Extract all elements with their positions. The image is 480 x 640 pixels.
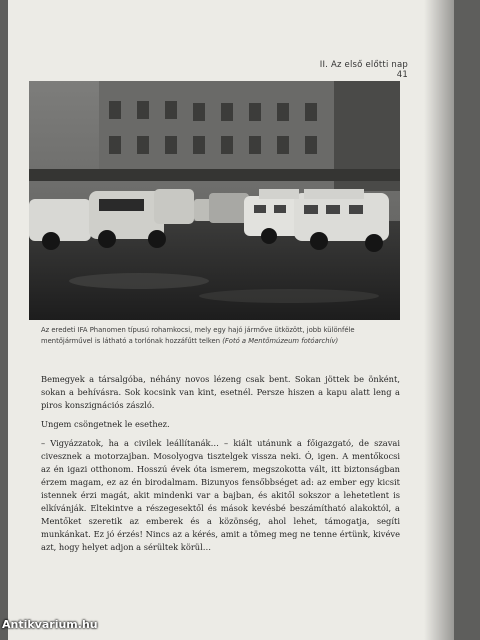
paragraph: Bemegyek a társalgóba, néhány novos lézeng csak bent. Sokan jöttek be önként, sokan a behívásra. Sok kocsink van kint, esetnél. Persze hiszen a kapu alatt leng a piros konszignációs zászló.: [41, 374, 400, 410]
body-text: [41, 373, 400, 560]
paragraph: – Vigyázzatok, ha a civilek leállítanák… – kiált utánunk a főigazgató, de szavai civesznek a motorzajban. Mosolyogva tisztelgek vissza neki. Ó, igen. A mentőkocsi az én igazi otthonom. Hosszú évek óta ismerem, megszokotta vált, itt biztonságban érzem magam, ez az én birodalmam. Bizunyos fensőbbséget ad: az ember egy kicsit istennek érzi magát, akit mindenki var a bajban, és akitől sokszor a lehetetlent is elkívánják. Eltekintve a részegesektől és mások kevésbé beszámítható alakoktól, a Mentőket szeretik az emberek és a közönség, ahol lehet, támogatja, segíti munkánkat. Ez jó érzés! Nincs az a kérés, amit a tömeg meg ne tenne értünk, kivéve azt, hogy helyet adjon a sérültek körül…: [41, 438, 400, 552]
caption-main: Az eredeti IFA Phanomen típusú rohamkocsi, mely egy hajó jármőve ütközött, jobb különféle mentőjárművel is látható a torlónak hozzáfűtt telken: [41, 326, 355, 345]
running-head: II. Az első előtti nap 41: [319, 60, 408, 80]
paragraph: Ungem csöngetnek le esethez.: [41, 419, 170, 429]
photo-street-ambulances: [29, 81, 400, 320]
caption-credit: (Fotó a Mentőmúzeum fotóarchív): [222, 337, 339, 345]
book-page: [8, 0, 454, 640]
photo-illustration: [29, 81, 400, 320]
page-gutter-shadow: [424, 0, 454, 640]
watermark: Antikvarium.hu: [2, 618, 98, 631]
photo-caption: [41, 325, 399, 347]
